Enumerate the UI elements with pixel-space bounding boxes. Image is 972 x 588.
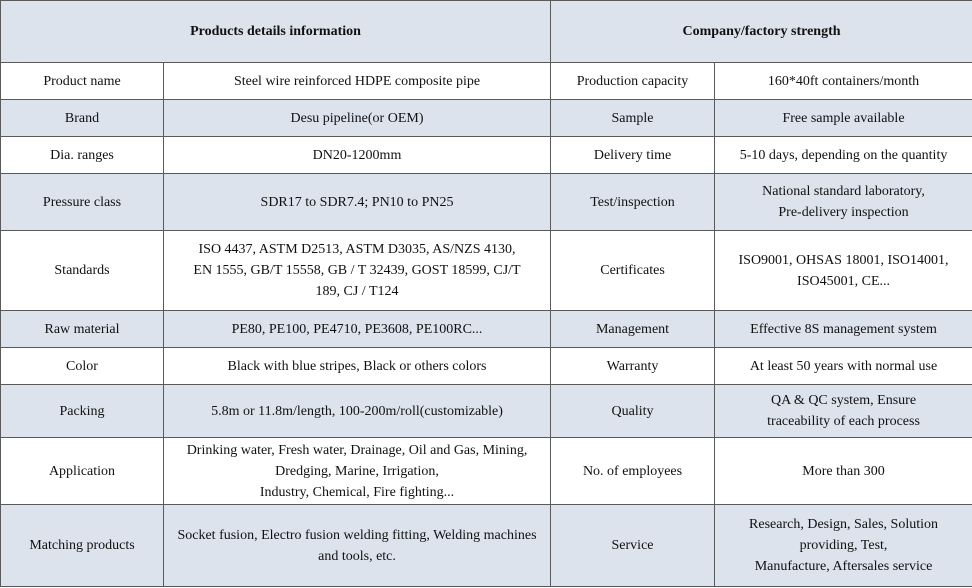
table-row	[1, 63, 972, 100]
row-value-right: At least 50 years with normal use	[715, 348, 972, 385]
row-label: Dia. ranges	[1, 137, 164, 174]
table-row	[1, 505, 972, 587]
row-value: 5.8m or 11.8m/length, 100-200m/roll(customizable)	[164, 385, 551, 438]
row-label: Color	[1, 348, 164, 385]
row-value-right: Research, Design, Sales, Solution providing, Test, Manufacture, Aftersales service	[715, 505, 972, 587]
table-row	[1, 311, 972, 348]
row-value: Desu pipeline(or OEM)	[164, 100, 551, 137]
row-value: Socket fusion, Electro fusion welding fitting, Welding machines and tools, etc.	[164, 505, 551, 587]
table-row	[1, 174, 972, 231]
row-label-right: No. of employees	[551, 438, 715, 505]
header-row	[1, 1, 972, 63]
table-row	[1, 438, 972, 505]
row-value: PE80, PE100, PE4710, PE3608, PE100RC...	[164, 311, 551, 348]
row-label: Packing	[1, 385, 164, 438]
row-label-right: Management	[551, 311, 715, 348]
row-label-right: Warranty	[551, 348, 715, 385]
row-label-right: Delivery time	[551, 137, 715, 174]
table-row	[1, 100, 972, 137]
table-row	[1, 231, 972, 311]
row-label-right: Service	[551, 505, 715, 587]
row-value: SDR17 to SDR7.4; PN10 to PN25	[164, 174, 551, 231]
row-value-right: Free sample available	[715, 100, 972, 137]
row-label-right: Quality	[551, 385, 715, 438]
products-details-header: Products details information	[1, 1, 551, 63]
row-label-right: Certificates	[551, 231, 715, 311]
row-label: Product name	[1, 63, 164, 100]
row-value-right: National standard laboratory, Pre-delivery inspection	[715, 174, 972, 231]
row-label-right: Test/inspection	[551, 174, 715, 231]
row-value-right: 5-10 days, depending on the quantity	[715, 137, 972, 174]
row-value-right: More than 300	[715, 438, 972, 505]
table-row	[1, 137, 972, 174]
row-label-right: Sample	[551, 100, 715, 137]
row-label: Raw material	[1, 311, 164, 348]
row-label: Matching products	[1, 505, 164, 587]
company-strength-header: Company/factory strength	[551, 1, 972, 63]
row-label-right: Production capacity	[551, 63, 715, 100]
table-row	[1, 385, 972, 438]
row-label: Brand	[1, 100, 164, 137]
row-value: Drinking water, Fresh water, Drainage, Oil and Gas, Mining, Dredging, Marine, Irrigation, Industry, Chemical, Fire fighting...	[164, 438, 551, 505]
row-label: Standards	[1, 231, 164, 311]
row-value-right: Effective 8S management system	[715, 311, 972, 348]
row-label: Pressure class	[1, 174, 164, 231]
row-value: ISO 4437, ASTM D2513, ASTM D3035, AS/NZS 4130, EN 1555, GB/T 15558, GB / T 32439, GOST 18599, CJ/T 189, CJ / T124	[164, 231, 551, 311]
row-value: Black with blue stripes, Black or others colors	[164, 348, 551, 385]
table-row	[1, 348, 972, 385]
row-value: Steel wire reinforced HDPE composite pipe	[164, 63, 551, 100]
row-value-right: QA & QC system, Ensure traceability of each process	[715, 385, 972, 438]
row-label: Application	[1, 438, 164, 505]
row-value-right: 160*40ft containers/month	[715, 63, 972, 100]
row-value-right: ISO9001, OHSAS 18001, ISO14001, ISO45001, CE...	[715, 231, 972, 311]
row-value: DN20-1200mm	[164, 137, 551, 174]
